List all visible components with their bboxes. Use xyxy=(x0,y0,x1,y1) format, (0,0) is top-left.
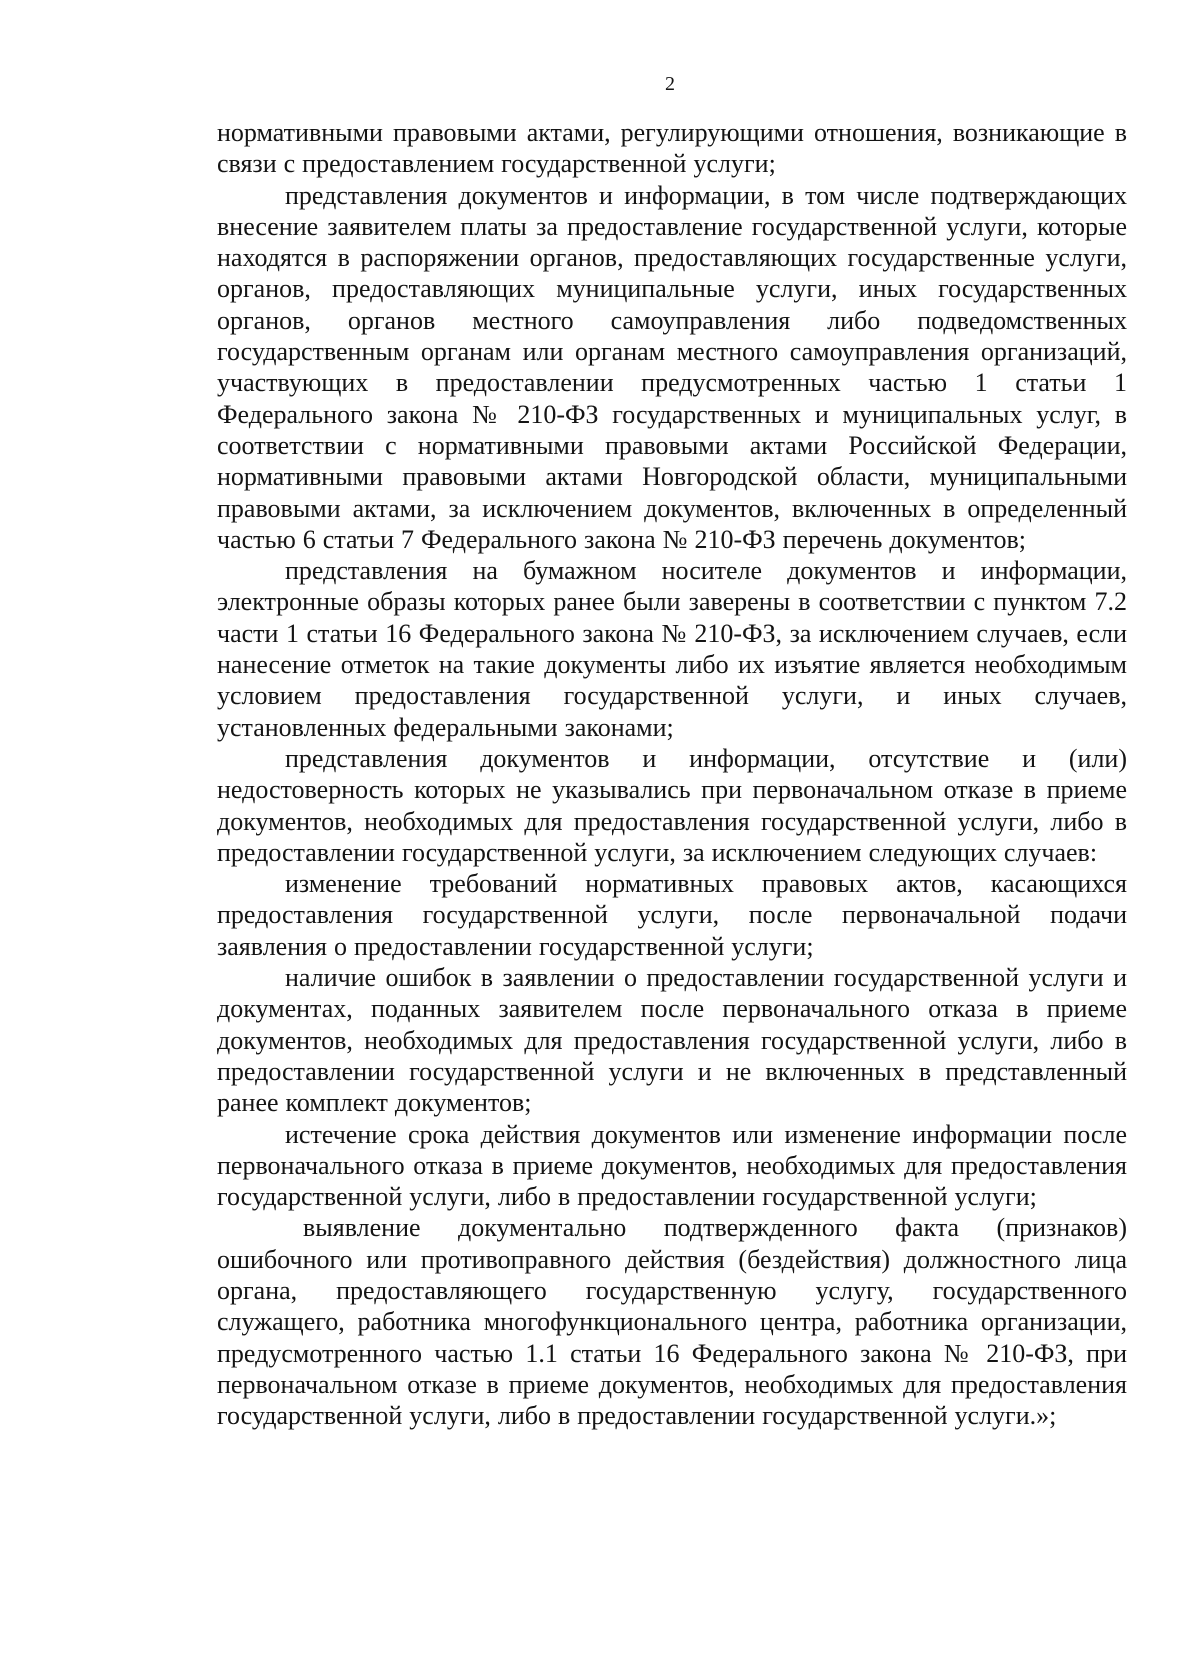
paragraph: представления на бумажном носителе документов и информации, электронные образы которых ранее были заверены в соответствии с пунктом 7.2 части 1 статьи 16 Федерального закона № 210-ФЗ, за исключением случаев, если нанесение отметок на такие документы либо их изъятие является необходимым условием предоставления государственной услуги, и иных случаев, установленных федеральными законами; xyxy=(217,556,1127,742)
paragraph: представления документов и информации, в том числе подтверждающих внесение заявителем платы за предоставление государственной услуги, которые находятся в распоряжении органов, предоставляющих государственные услуги, органов, предоставляющих муниципальные услуги, иных государственных органов, органов местного самоуправления либо подведомственных государственным органам или органам местного самоуправления организаций, участвующих в предоставлении предусмотренных частью 1 статьи 1 Федерального закона № 210-ФЗ государственных и муниципальных услуг, в соответствии с нормативными правовыми актами Российской Федерации, нормативными правовыми актами Новгородской области, муниципальными правовыми актами, за исключением документов, включенных в определенный частью 6 статьи 7 Федерального закона № 210-ФЗ перечень документов; xyxy=(217,180,1127,554)
paragraph: выявление документально подтвержденного факта (признаков) ошибочного или противоправного действия (бездействия) должностного лица органа, предоставляющего государственную услугу, государственного служащего, работника многофункционального центра, работника организации, предусмотренного частью 1.1 статьи 16 Федерального закона № 210-ФЗ, при первоначальном отказе в приеме документов, необходимых для предоставления государственной услуги, либо в предоставлении государственной услуги.»; xyxy=(217,1213,1127,1431)
paragraph: нормативными правовыми актами, регулирующими отношения, возникающие в связи с предоставлением государственной услуги; xyxy=(217,118,1127,179)
paragraph: представления документов и информации, отсутствие и (или) недостоверность которых не указывались при первоначальном отказе в приеме документов, необходимых для предоставления государственной услуги, либо в предоставлении государственной услуги, за исключением следующих случаев: xyxy=(217,743,1127,867)
paragraph: наличие ошибок в заявлении о предоставлении государственной услуги и документах, поданных заявителем после первоначального отказа в приеме документов, необходимых для предоставления государственной услуги, либо в предоставлении государственной услуги и не включенных в представленный ранее комплект документов; xyxy=(217,963,1127,1118)
page-number: 2 xyxy=(665,73,675,95)
paragraph: истечение срока действия документов или изменение информации после первоначального отказа в приеме документов, необходимых для предоставления государственной услуги, либо в предоставлении государственной услуги; xyxy=(217,1119,1127,1212)
paragraph: изменение требований нормативных правовых актов, касающихся предоставления государственной услуги, после первоначальной подачи заявления о предоставлении государственной услуги; xyxy=(217,869,1127,961)
document-body xyxy=(217,117,1127,1431)
